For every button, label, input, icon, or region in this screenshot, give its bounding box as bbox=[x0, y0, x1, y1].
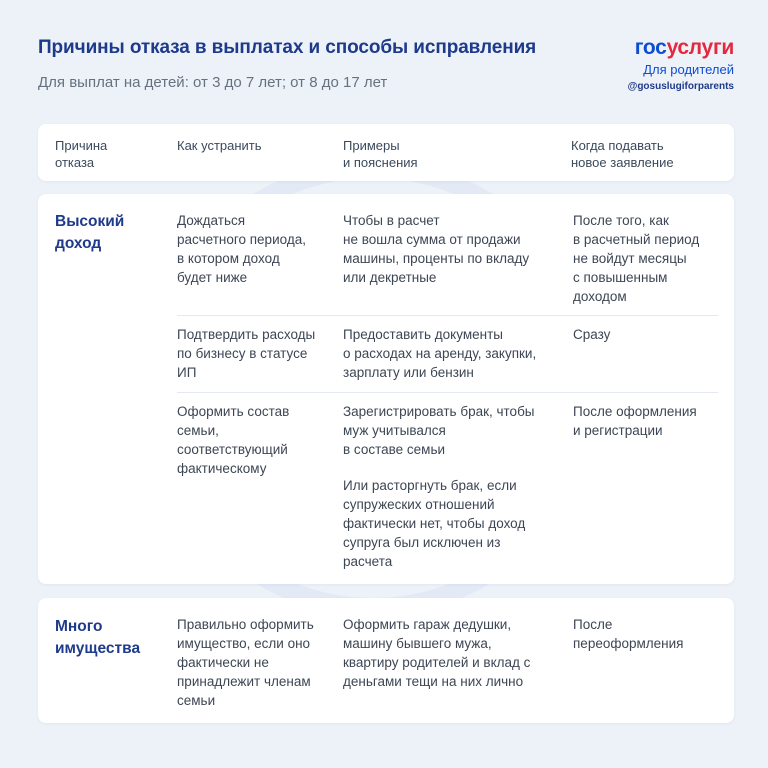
reason-title: Много имущества bbox=[55, 618, 141, 657]
fix-cell: Дождаться расчетного периода, в котором доход будет ниже bbox=[177, 213, 306, 285]
when-cell: После того, как в расчетный период не войдут месяцы с повышенным доходом bbox=[573, 213, 700, 304]
brand-handle: @gosuslugiforparents bbox=[627, 81, 734, 92]
row-divider bbox=[177, 315, 718, 316]
fix-cell: Подтвердить расходы по бизнесу в статусе ИП bbox=[177, 327, 316, 380]
column-header-examples: Примеры и пояснения bbox=[343, 138, 418, 170]
brand-subtitle: Для родителей bbox=[643, 62, 734, 77]
section-much-property bbox=[38, 598, 734, 723]
gosuslugi-logo bbox=[614, 37, 734, 59]
logo-part-gos: гос bbox=[634, 36, 667, 59]
page-subtitle: Для выплат на детей: от 3 до 7 лет; от 8 до 17 лет bbox=[38, 74, 388, 91]
when-cell: После оформления и регистрации bbox=[573, 404, 697, 438]
examples-cell: Зарегистрировать брак, чтобы муж учитывался в составе семьи bbox=[343, 404, 535, 457]
when-cell: После переоформления bbox=[573, 617, 684, 651]
section-high-income bbox=[38, 194, 734, 584]
brand-block bbox=[614, 37, 734, 92]
reason-title: Высокий доход bbox=[55, 213, 125, 252]
examples-cell-alt: Или расторгнуть брак, если супружеских отношений фактически нет, чтобы доход супруга был исключен из расчета bbox=[343, 478, 526, 569]
column-header-reason: Причина отказа bbox=[55, 138, 108, 170]
examples-cell: Оформить гараж дедушки, машину бывшего мужа, квартиру родителей и вклад с деньгами тещи на них лично bbox=[343, 617, 531, 689]
fix-cell: Правильно оформить имущество, если оно фактически не принадлежит членам семьи bbox=[177, 617, 314, 708]
fix-cell: Оформить состав семьи, соответствующий фактическому bbox=[177, 404, 290, 476]
row-divider bbox=[177, 392, 718, 393]
examples-cell: Чтобы в расчет не вошла сумма от продажи машины, проценты по вкладу или декретные bbox=[343, 213, 530, 285]
column-header-fix: Как устранить bbox=[177, 138, 262, 153]
page-title: Причины отказа в выплатах и способы исправления bbox=[38, 37, 537, 58]
examples-cell: Предоставить документы о расходах на аренду, закупки, зарплату или бензин bbox=[343, 327, 537, 380]
column-header-when: Когда подавать новое заявление bbox=[571, 138, 674, 170]
when-cell: Сразу bbox=[573, 327, 611, 342]
table-header bbox=[38, 124, 734, 181]
logo-part-uslugi: услуги bbox=[666, 36, 734, 59]
